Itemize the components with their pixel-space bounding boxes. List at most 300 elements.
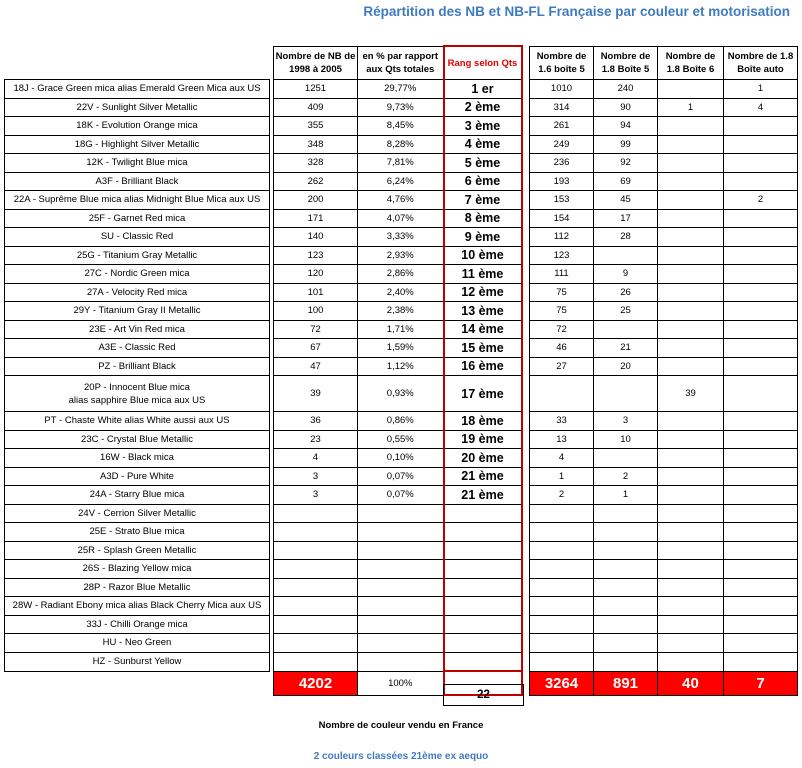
total-count: 4202 — [274, 671, 358, 695]
b18-6-cell — [658, 228, 724, 247]
colors-count: 22 — [443, 684, 524, 706]
auto-cell — [724, 449, 798, 468]
color-label — [5, 339, 270, 358]
b16-cell: 249 — [530, 135, 594, 154]
table-row — [5, 357, 798, 376]
table-body — [5, 80, 798, 672]
color-label-line: A3F - Brilliant Black — [95, 175, 179, 187]
color-label-line: A3E - Classic Red — [98, 342, 176, 354]
b16-cell: 193 — [530, 172, 594, 191]
percent-cell: 7,81% — [358, 154, 444, 173]
page-title: Répartition des NB et NB-FL Française par couleur et motorisation — [363, 4, 790, 19]
table-row — [5, 541, 798, 560]
b16-cell — [530, 376, 594, 412]
rank-cell: 19 ème — [444, 430, 522, 449]
count-cell: 47 — [274, 357, 358, 376]
color-label-line: PT - Chaste White alias White aussi aux US — [44, 415, 230, 427]
count-cell: 36 — [274, 412, 358, 431]
table-row — [5, 615, 798, 634]
b18-cell — [594, 578, 658, 597]
rank-cell: 16 ème — [444, 357, 522, 376]
percent-cell: 3,33% — [358, 228, 444, 247]
count-cell: 100 — [274, 302, 358, 321]
color-label — [5, 191, 270, 210]
auto-cell — [724, 209, 798, 228]
count-cell — [274, 541, 358, 560]
table-row — [5, 283, 798, 302]
table-row — [5, 98, 798, 117]
b16-cell: 314 — [530, 98, 594, 117]
total-percent: 100% — [358, 671, 444, 695]
color-label-line: 25F - Garnet Red mica — [88, 212, 186, 224]
b18-cell: 3 — [594, 412, 658, 431]
color-label — [5, 449, 270, 468]
color-label — [5, 412, 270, 431]
color-label-line: 12K - Twilight Blue mica — [86, 157, 188, 169]
header-16-b5: Nombre de 1.6 boîte 5 — [530, 46, 594, 80]
table-row — [5, 117, 798, 136]
auto-cell — [724, 523, 798, 542]
b18-6-cell — [658, 541, 724, 560]
count-cell — [274, 578, 358, 597]
count-cell: 3 — [274, 467, 358, 486]
color-label — [5, 541, 270, 560]
percent-cell: 29,77% — [358, 80, 444, 99]
table-row — [5, 191, 798, 210]
count-cell — [274, 597, 358, 616]
color-label — [5, 467, 270, 486]
b18-cell — [594, 504, 658, 523]
b16-cell: 1 — [530, 467, 594, 486]
percent-cell: 8,28% — [358, 135, 444, 154]
table-row — [5, 523, 798, 542]
count-cell: 3 — [274, 486, 358, 505]
b18-cell: 1 — [594, 486, 658, 505]
rank-cell: 4 ème — [444, 135, 522, 154]
b18-cell: 99 — [594, 135, 658, 154]
count-cell: 23 — [274, 430, 358, 449]
table-row — [5, 504, 798, 523]
count-cell: 200 — [274, 191, 358, 210]
b16-cell — [530, 560, 594, 579]
b18-cell: 9 — [594, 265, 658, 284]
color-label — [5, 172, 270, 191]
color-label — [5, 486, 270, 505]
percent-cell: 8,45% — [358, 117, 444, 136]
b16-cell — [530, 541, 594, 560]
table-row — [5, 634, 798, 653]
b16-cell: 1010 — [530, 80, 594, 99]
table-row — [5, 265, 798, 284]
rank-cell: 8 ème — [444, 209, 522, 228]
color-label-line: 22V - Sunlight Silver Metallic — [76, 101, 198, 113]
count-cell: 67 — [274, 339, 358, 358]
rank-cell: 21 ème — [444, 486, 522, 505]
color-label-line: 27A - Velocity Red mica — [86, 286, 188, 298]
percent-cell: 2,38% — [358, 302, 444, 321]
total-18-auto: 7 — [724, 671, 798, 695]
b18-6-cell — [658, 597, 724, 616]
color-label-line: 28W - Radiant Ebony mica alias Black Cherry Mica aux US — [12, 600, 262, 612]
count-cell: 348 — [274, 135, 358, 154]
percent-cell — [358, 560, 444, 579]
b18-6-cell — [658, 191, 724, 210]
table-row — [5, 80, 798, 99]
rank-cell: 11 ème — [444, 265, 522, 284]
percent-cell — [358, 652, 444, 671]
color-label-line: SU - Classic Red — [100, 231, 174, 243]
rank-cell — [444, 504, 522, 523]
color-label — [5, 80, 270, 99]
total-18-b6: 40 — [658, 671, 724, 695]
count-cell: 171 — [274, 209, 358, 228]
header-18-auto: Nombre de 1.8 Boîte auto — [724, 46, 798, 80]
rank-cell: 6 ème — [444, 172, 522, 191]
percent-cell: 0,10% — [358, 449, 444, 468]
b18-6-cell — [658, 652, 724, 671]
table-row — [5, 430, 798, 449]
table-row — [5, 652, 798, 671]
b16-cell: 154 — [530, 209, 594, 228]
color-label — [5, 430, 270, 449]
b18-6-cell — [658, 209, 724, 228]
color-label — [5, 560, 270, 579]
b16-cell: 236 — [530, 154, 594, 173]
color-label-line: 24A - Starry Blue mica — [89, 489, 185, 501]
auto-cell — [724, 154, 798, 173]
tie-note: 2 couleurs classées 21ème ex aequo — [313, 751, 489, 762]
auto-cell — [724, 652, 798, 671]
count-cell: 72 — [274, 320, 358, 339]
percent-cell — [358, 541, 444, 560]
percent-cell: 0,07% — [358, 486, 444, 505]
rank-cell: 1 er — [444, 80, 522, 99]
b16-cell: 33 — [530, 412, 594, 431]
b18-6-cell — [658, 117, 724, 136]
color-label-line: 18K - Evolution Orange mica — [76, 120, 198, 132]
color-label-line: 23C - Crystal Blue Metallic — [81, 433, 193, 445]
b18-6-cell — [658, 154, 724, 173]
auto-cell — [724, 597, 798, 616]
b18-6-cell — [658, 449, 724, 468]
b18-6-cell — [658, 615, 724, 634]
auto-cell — [724, 541, 798, 560]
color-label-line: 22A - Suprême Blue mica alias Midnight Blue Mica aux US — [13, 194, 261, 206]
count-cell: 140 — [274, 228, 358, 247]
color-label-line: 23E - Art Vin Red mica — [89, 323, 185, 335]
count-cell — [274, 560, 358, 579]
header-rank: Rang selon Qts — [444, 46, 522, 80]
color-label — [5, 523, 270, 542]
b16-cell — [530, 578, 594, 597]
color-label — [5, 634, 270, 653]
auto-cell — [724, 486, 798, 505]
count-cell: 262 — [274, 172, 358, 191]
b18-cell — [594, 597, 658, 616]
b18-6-cell — [658, 430, 724, 449]
b18-cell: 28 — [594, 228, 658, 247]
auto-cell — [724, 246, 798, 265]
rank-cell: 13 ème — [444, 302, 522, 321]
color-label — [5, 320, 270, 339]
count-cell: 123 — [274, 246, 358, 265]
percent-cell: 2,40% — [358, 283, 444, 302]
color-label-line: 33J - Chilli Orange mica — [86, 618, 188, 630]
table-row — [5, 560, 798, 579]
count-cell — [274, 504, 358, 523]
auto-cell — [724, 376, 798, 412]
rank-cell: 14 ème — [444, 320, 522, 339]
rank-cell — [444, 578, 522, 597]
colors-sold-note: Nombre de couleur vendu en France — [318, 720, 484, 731]
count-cell — [274, 615, 358, 634]
b18-cell: 92 — [594, 154, 658, 173]
table-row — [5, 412, 798, 431]
table-row — [5, 302, 798, 321]
percent-cell: 1,59% — [358, 339, 444, 358]
rank-cell: 20 ème — [444, 449, 522, 468]
header-18-b6: Nombre de 1.8 Boîte 6 — [658, 46, 724, 80]
b18-6-cell — [658, 302, 724, 321]
auto-cell — [724, 357, 798, 376]
b18-cell: 240 — [594, 80, 658, 99]
b16-cell: 123 — [530, 246, 594, 265]
percent-cell: 4,76% — [358, 191, 444, 210]
b18-cell — [594, 449, 658, 468]
b16-cell — [530, 615, 594, 634]
b18-cell — [594, 376, 658, 412]
b18-cell: 94 — [594, 117, 658, 136]
b16-cell: 112 — [530, 228, 594, 247]
rank-cell: 9 ème — [444, 228, 522, 247]
b16-cell — [530, 504, 594, 523]
b18-cell: 20 — [594, 357, 658, 376]
b18-6-cell: 1 — [658, 98, 724, 117]
b18-6-cell — [658, 467, 724, 486]
b18-6-cell — [658, 283, 724, 302]
color-label-line: 29Y - Titanium Gray II Metallic — [73, 305, 201, 317]
table-row — [5, 246, 798, 265]
percent-cell: 1,12% — [358, 357, 444, 376]
table-row — [5, 320, 798, 339]
rank-cell: 7 ème — [444, 191, 522, 210]
rank-cell: 21 ème — [444, 467, 522, 486]
b16-cell: 27 — [530, 357, 594, 376]
b18-cell — [594, 541, 658, 560]
color-distribution-table — [4, 45, 798, 696]
color-label-line: 16W - Black mica — [100, 452, 174, 464]
b18-cell — [594, 320, 658, 339]
table-row — [5, 376, 798, 412]
rank-cell — [444, 523, 522, 542]
color-label — [5, 117, 270, 136]
color-label — [5, 302, 270, 321]
b18-6-cell — [658, 135, 724, 154]
rank-cell — [444, 597, 522, 616]
b18-cell: 2 — [594, 467, 658, 486]
total-16-b5: 3264 — [530, 671, 594, 695]
rank-cell: 5 ème — [444, 154, 522, 173]
auto-cell — [724, 117, 798, 136]
b18-6-cell — [658, 339, 724, 358]
percent-cell: 2,93% — [358, 246, 444, 265]
b18-cell — [594, 652, 658, 671]
rank-cell — [444, 652, 522, 671]
count-cell: 39 — [274, 376, 358, 412]
rank-cell: 10 ème — [444, 246, 522, 265]
b18-6-cell — [658, 504, 724, 523]
b18-6-cell — [658, 560, 724, 579]
count-cell — [274, 634, 358, 653]
table-row — [5, 597, 798, 616]
total-18-b5: 891 — [594, 671, 658, 695]
percent-cell — [358, 504, 444, 523]
color-label-line: alias sapphire Blue mica aux US — [68, 394, 206, 406]
b18-6-cell — [658, 320, 724, 339]
color-label — [5, 376, 270, 412]
auto-cell: 1 — [724, 80, 798, 99]
b18-cell — [594, 246, 658, 265]
color-label — [5, 504, 270, 523]
auto-cell — [724, 320, 798, 339]
header-count: Nombre de NB de 1998 à 2005 — [274, 46, 358, 80]
b16-cell: 46 — [530, 339, 594, 358]
rank-cell: 15 ème — [444, 339, 522, 358]
b18-cell: 45 — [594, 191, 658, 210]
table-row — [5, 467, 798, 486]
b16-cell: 75 — [530, 302, 594, 321]
color-label-line: HU - Neo Green — [102, 637, 172, 649]
table-row — [5, 172, 798, 191]
header-blank — [5, 46, 270, 80]
percent-cell: 0,93% — [358, 376, 444, 412]
b16-cell: 72 — [530, 320, 594, 339]
b16-cell — [530, 523, 594, 542]
count-cell: 355 — [274, 117, 358, 136]
b18-cell — [594, 523, 658, 542]
color-label — [5, 246, 270, 265]
b16-cell — [530, 634, 594, 653]
percent-cell: 1,71% — [358, 320, 444, 339]
auto-cell — [724, 265, 798, 284]
b18-6-cell — [658, 265, 724, 284]
b18-cell — [594, 634, 658, 653]
count-cell: 1251 — [274, 80, 358, 99]
color-label — [5, 652, 270, 671]
b18-6-cell: 39 — [658, 376, 724, 412]
b18-6-cell — [658, 486, 724, 505]
rank-cell — [444, 615, 522, 634]
rank-cell — [444, 560, 522, 579]
auto-cell — [724, 615, 798, 634]
b16-cell: 2 — [530, 486, 594, 505]
percent-cell — [358, 634, 444, 653]
table-row — [5, 486, 798, 505]
auto-cell: 4 — [724, 98, 798, 117]
table-row — [5, 449, 798, 468]
table-row — [5, 228, 798, 247]
color-label — [5, 209, 270, 228]
count-cell: 409 — [274, 98, 358, 117]
b18-6-cell — [658, 578, 724, 597]
percent-cell — [358, 578, 444, 597]
color-label-line: A3D - Pure White — [100, 470, 174, 482]
color-label — [5, 228, 270, 247]
color-label-line: 28P - Razor Blue Metallic — [83, 581, 191, 593]
b18-cell: 21 — [594, 339, 658, 358]
b16-cell — [530, 597, 594, 616]
color-label-line: 25R - Splash Green Metallic — [77, 544, 197, 556]
count-cell — [274, 523, 358, 542]
color-label — [5, 98, 270, 117]
b18-6-cell — [658, 246, 724, 265]
table-row — [5, 154, 798, 173]
b18-6-cell — [658, 357, 724, 376]
color-label — [5, 615, 270, 634]
color-label-line: 18J - Grace Green mica alias Emerald Green Mica aux US — [13, 83, 261, 95]
b18-cell: 26 — [594, 283, 658, 302]
count-cell: 4 — [274, 449, 358, 468]
color-label-line: 20P - Innocent Blue mica — [84, 381, 190, 393]
b18-cell: 17 — [594, 209, 658, 228]
b18-6-cell — [658, 412, 724, 431]
percent-cell: 4,07% — [358, 209, 444, 228]
color-label — [5, 265, 270, 284]
color-label-line: 25G - Titanium Gray Metallic — [76, 249, 198, 261]
auto-cell — [724, 283, 798, 302]
percent-cell — [358, 615, 444, 634]
rank-cell: 17 ème — [444, 376, 522, 412]
b16-cell: 261 — [530, 117, 594, 136]
color-label-line: 18G - Highlight Silver Metallic — [74, 138, 200, 150]
auto-cell — [724, 504, 798, 523]
count-cell: 328 — [274, 154, 358, 173]
color-label-line: 24V - Cerrion Silver Metallic — [78, 507, 196, 519]
auto-cell — [724, 578, 798, 597]
rank-cell: 2 ème — [444, 98, 522, 117]
auto-cell — [724, 302, 798, 321]
b16-cell: 13 — [530, 430, 594, 449]
table-row — [5, 135, 798, 154]
color-label — [5, 578, 270, 597]
table-row — [5, 339, 798, 358]
percent-cell — [358, 523, 444, 542]
count-cell: 120 — [274, 265, 358, 284]
b18-cell: 69 — [594, 172, 658, 191]
header-percent: en % par rapport aux Qts totales — [358, 46, 444, 80]
auto-cell — [724, 467, 798, 486]
b16-cell: 153 — [530, 191, 594, 210]
color-label — [5, 135, 270, 154]
auto-cell — [724, 412, 798, 431]
b18-6-cell — [658, 523, 724, 542]
percent-cell: 0,55% — [358, 430, 444, 449]
count-cell — [274, 652, 358, 671]
percent-cell: 0,86% — [358, 412, 444, 431]
auto-cell — [724, 634, 798, 653]
table-row — [5, 578, 798, 597]
percent-cell — [358, 597, 444, 616]
color-label-line: 26S - Blazing Yellow mica — [82, 563, 192, 575]
b16-cell — [530, 652, 594, 671]
color-label-line: 25E - Strato Blue mica — [89, 526, 185, 538]
auto-cell — [724, 560, 798, 579]
b16-cell: 4 — [530, 449, 594, 468]
rank-cell: 18 ème — [444, 412, 522, 431]
color-label-line: HZ - Sunburst Yellow — [92, 656, 182, 667]
auto-cell — [724, 172, 798, 191]
auto-cell — [724, 339, 798, 358]
